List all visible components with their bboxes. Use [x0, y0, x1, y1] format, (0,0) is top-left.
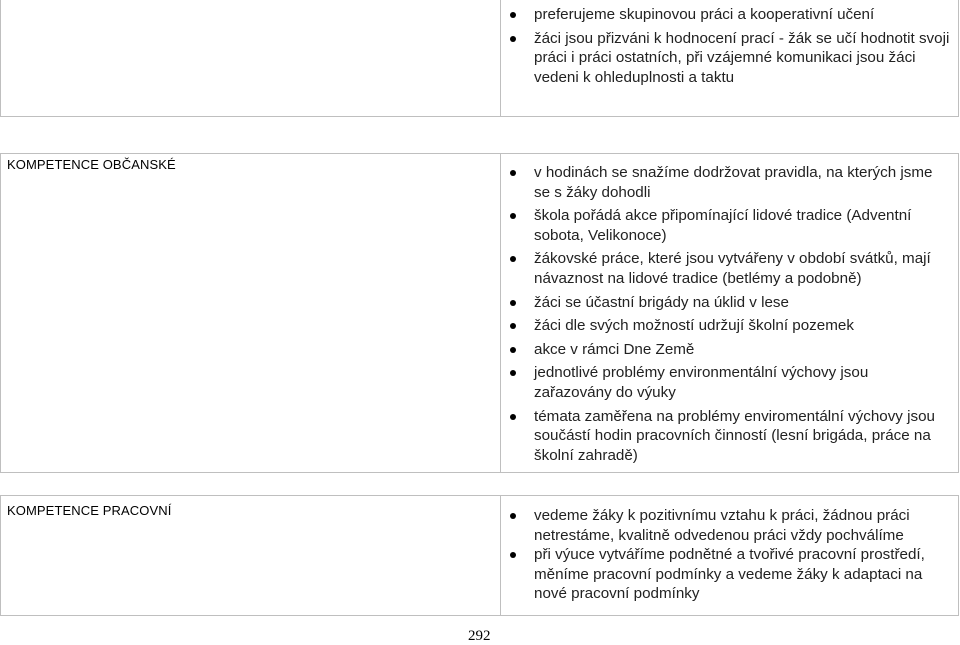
bullet-list: [510, 506, 950, 604]
list-item: při výuce vytváříme podnětné a tvořivé pracovní prostředí, měníme pracovní podmínky a vedeme žáky k adaptaci na nové pracovní podmínky: [510, 545, 950, 604]
list-item: žáci jsou přizváni k hodnocení prací - žák se učí hodnotit svoji práci i práci ostatních, při vzájemné komunikaci jsou žáci vedeni k ohleduplnosti a taktu: [510, 29, 950, 88]
bullet-icon: [510, 213, 516, 219]
list-item: žáci se účastní brigády na úklid v lese: [510, 293, 950, 313]
bullet-icon: [510, 552, 516, 558]
page-number: 292: [468, 628, 491, 644]
row-label: KOMPETENCE PRACOVNÍ: [7, 503, 172, 518]
list-item: žákovské práce, které jsou vytvářeny v období svátků, mají návaznost na lidové tradice (betlémy a podobně): [510, 249, 950, 288]
bullet-icon: [510, 300, 516, 306]
bullet-icon: [510, 170, 516, 176]
list-item: jednotlivé problémy environmentální výchovy jsou zařazovány do výuky: [510, 363, 950, 402]
bullet-icon: [510, 347, 516, 353]
row-label: KOMPETENCE OBČANSKÉ: [7, 157, 176, 172]
list-item: v hodinách se snažíme dodržovat pravidla, na kterých jsme se s žáky dohodli: [510, 163, 950, 202]
list-item: žáci dle svých možností udržují školní pozemek: [510, 316, 950, 336]
bullet-list: [510, 5, 950, 87]
list-item: škola pořádá akce připomínající lidové tradice (Adventní sobota, Velikonoce): [510, 206, 950, 245]
bullet-icon: [510, 323, 516, 329]
bullet-icon: [510, 513, 516, 519]
list-item: preferujeme skupinovou práci a kooperativní učení: [510, 5, 950, 25]
list-item: témata zaměřena na problémy enviromentální výchovy jsou součástí hodin pracovních činností (lesní brigáda, práce na školní zahradě): [510, 407, 950, 466]
bullet-icon: [510, 36, 516, 42]
bullet-icon: [510, 256, 516, 262]
table-row: [0, 153, 959, 473]
list-item: akce v rámci Dne Země: [510, 340, 950, 360]
table-row: [0, 495, 959, 616]
table-row: [0, 0, 959, 117]
list-item: vedeme žáky k pozitivnímu vztahu k práci, žádnou práci netrestáme, kvalitně odvedenou práci vždy pochválíme: [510, 506, 950, 545]
bullet-icon: [510, 12, 516, 18]
bullet-icon: [510, 370, 516, 376]
bullet-icon: [510, 414, 516, 420]
bullet-list: [510, 163, 950, 465]
